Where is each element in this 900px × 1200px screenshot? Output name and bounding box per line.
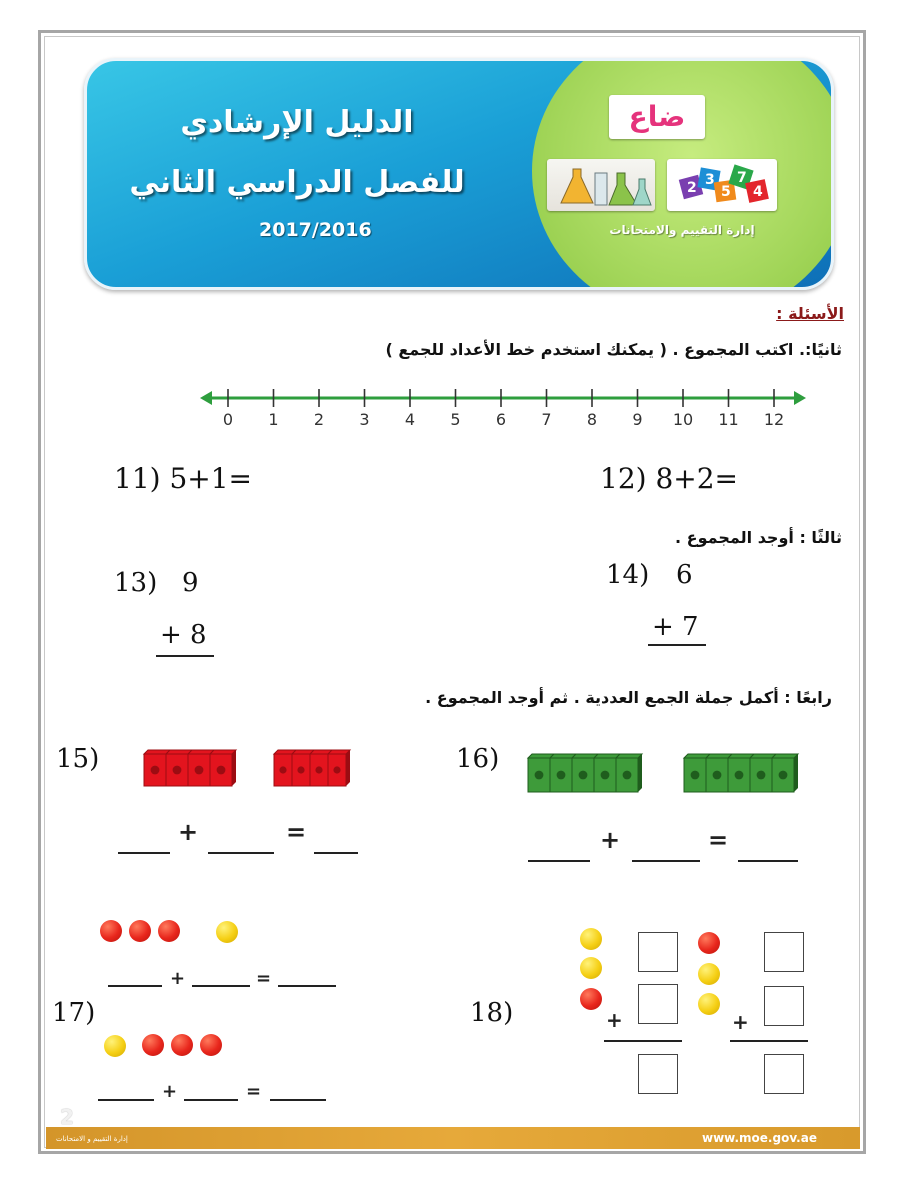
yellow-dot [580,928,602,950]
problem-18-number: 18) [470,998,514,1028]
problem-13-sum-line [156,655,214,657]
logo-text: ضاع [628,100,686,133]
svg-text:5: 5 [721,184,731,200]
p16-plus: + [600,826,621,854]
p18-right-box-1[interactable] [764,932,804,972]
banner-title-line1: الدليل الإرشادي [180,105,414,140]
p18-left-box-sum[interactable] [638,1054,678,1094]
cube-knob [779,771,788,780]
red-dot [580,988,602,1010]
p15-blank-3[interactable] [314,852,358,854]
red-dot [698,932,720,954]
cube-top [210,750,236,754]
p17-row1-plus: + [170,968,186,989]
section4-instruction: رابعًا : أكمل جملة الجمع العددية . ثم أوجد المجموع . [425,688,832,707]
cube-side [346,750,350,786]
green-cube-groups [526,752,802,798]
cube-side [638,754,642,792]
lab-glassware-icon [547,159,655,211]
p17-row2-blank-2[interactable] [184,1099,238,1101]
yellow-dot [698,993,720,1015]
p18-left-box-1[interactable] [638,932,678,972]
cube-knob [315,766,322,773]
p18-left-box-2[interactable] [638,984,678,1024]
p17-row2-blank-3[interactable] [270,1099,326,1101]
red-dot [158,920,180,942]
p17-row2-dots [104,1034,234,1060]
p18-right-plus: + [732,1010,749,1034]
number-line-label: 0 [222,410,234,429]
svg-text:7: 7 [737,170,747,186]
problem-13-top: 9 [182,568,199,598]
number-line-label: 6 [495,410,507,429]
red-dot [171,1034,193,1056]
department-label: إدارة التقييم والامتحانات [609,223,755,237]
problem-12: 12) 8+2= [600,462,739,495]
yellow-dot [216,921,238,943]
cube-top [616,754,642,758]
p17-row1-equals: = [256,968,272,989]
svg-text:2: 2 [687,180,697,196]
cube-side [794,754,798,792]
section2-instruction: ثانيًا:. اكتب المجموع . ( يمكنك استخدم خط الأعداد للجمع ) [385,340,842,359]
header-banner [84,58,834,290]
p16-blank-1[interactable] [528,860,590,862]
cube-knob [297,766,304,773]
yellow-dot [580,957,602,979]
p16-blank-3[interactable] [738,860,798,862]
problem-11: 11) 5+1= [114,462,253,495]
p17-row2-plus: + [162,1081,178,1102]
problem-14-top: 6 [676,560,693,590]
number-line-label: 8 [586,410,598,429]
problem-14-sum-line [648,644,706,646]
number-line-label: 2 [313,410,325,429]
cube-knob [713,771,722,780]
number-line-label: 5 [450,410,461,429]
p17-row1-blank-1[interactable] [108,985,162,987]
problem-13-bottom: + 8 [160,620,207,650]
p16-blank-2[interactable] [632,860,700,862]
number-line-label: 9 [632,410,643,429]
cube-knob [623,771,632,780]
cube-knob [217,766,226,775]
p15-blank-1[interactable] [118,852,170,854]
banner-title-line2: للفصل الدراسي الثاني [129,165,465,200]
p17-row2-blank-1[interactable] [98,1099,154,1101]
p15-equals: = [286,818,307,846]
problem-15-number: 15) [56,744,100,774]
numbers-cluster-icon [667,159,777,211]
p15-plus: + [178,818,199,846]
questions-label: الأسئلة : [776,304,844,323]
logo-card [609,95,705,139]
footer-page-number: 2 [60,1105,74,1129]
number-line-label: 7 [541,410,552,429]
red-dot [200,1034,222,1056]
math-image-card [667,159,777,211]
cube-knob [735,771,744,780]
p17-row1-blank-3[interactable] [278,985,336,987]
cube-knob [535,771,544,780]
footer-department: إدارة التقييم و الامتحانات [56,1135,128,1143]
footer-url[interactable]: www.moe.gov.ae [702,1131,817,1145]
number-line-labels [196,410,810,434]
p18-left-plus: + [606,1008,623,1032]
cube-top [772,754,798,758]
red-cube-groups [142,748,358,790]
footer-page-badge [56,1105,140,1147]
p17-row1-dots [100,920,260,946]
problem-14-number: 14) [606,560,650,590]
svg-text:4: 4 [753,184,763,200]
p18-right-sum-line [730,1040,808,1042]
number-line-label: 3 [359,410,370,429]
svg-text:3: 3 [705,172,715,188]
cube-knob [691,771,700,780]
problem-14-bottom: + 7 [652,612,699,642]
p18-left-sum-line [604,1040,682,1042]
red-dot [142,1034,164,1056]
number-line-label: 10 [672,410,694,429]
number-line-label: 12 [763,410,785,429]
cube-knob [279,766,286,773]
cube-knob [195,766,204,775]
cube-knob [757,771,766,780]
p15-blank-2[interactable] [208,852,274,854]
left-arrow-icon [200,391,212,405]
problem-16-number: 16) [456,744,500,774]
red-dot [129,920,151,942]
science-image-card [547,159,655,211]
number-line-label: 4 [404,410,416,429]
cube-knob [151,766,160,775]
section3-instruction: ثالثًا : أوجد المجموع . [675,528,842,547]
yellow-dot [104,1035,126,1057]
p17-row2-equals: = [246,1081,262,1102]
cube-knob [557,771,566,780]
p16-equals: = [708,826,729,854]
yellow-dot [698,963,720,985]
p17-row1-blank-2[interactable] [192,985,250,987]
cube-knob [601,771,610,780]
cube-knob [333,766,340,773]
problem-13-number: 13) [114,568,158,598]
cube-knob [173,766,182,775]
right-arrow-icon [794,391,806,405]
p18-right-box-sum[interactable] [764,1054,804,1094]
problem-17-number: 17) [52,998,96,1028]
cube-side [232,750,236,786]
banner-year: 2017/2016 [259,219,372,241]
p18-right-box-2[interactable] [764,986,804,1026]
red-dot [100,920,122,942]
cube-knob [579,771,588,780]
number-line-label: 1 [268,410,279,429]
number-line-label: 11 [718,410,739,429]
